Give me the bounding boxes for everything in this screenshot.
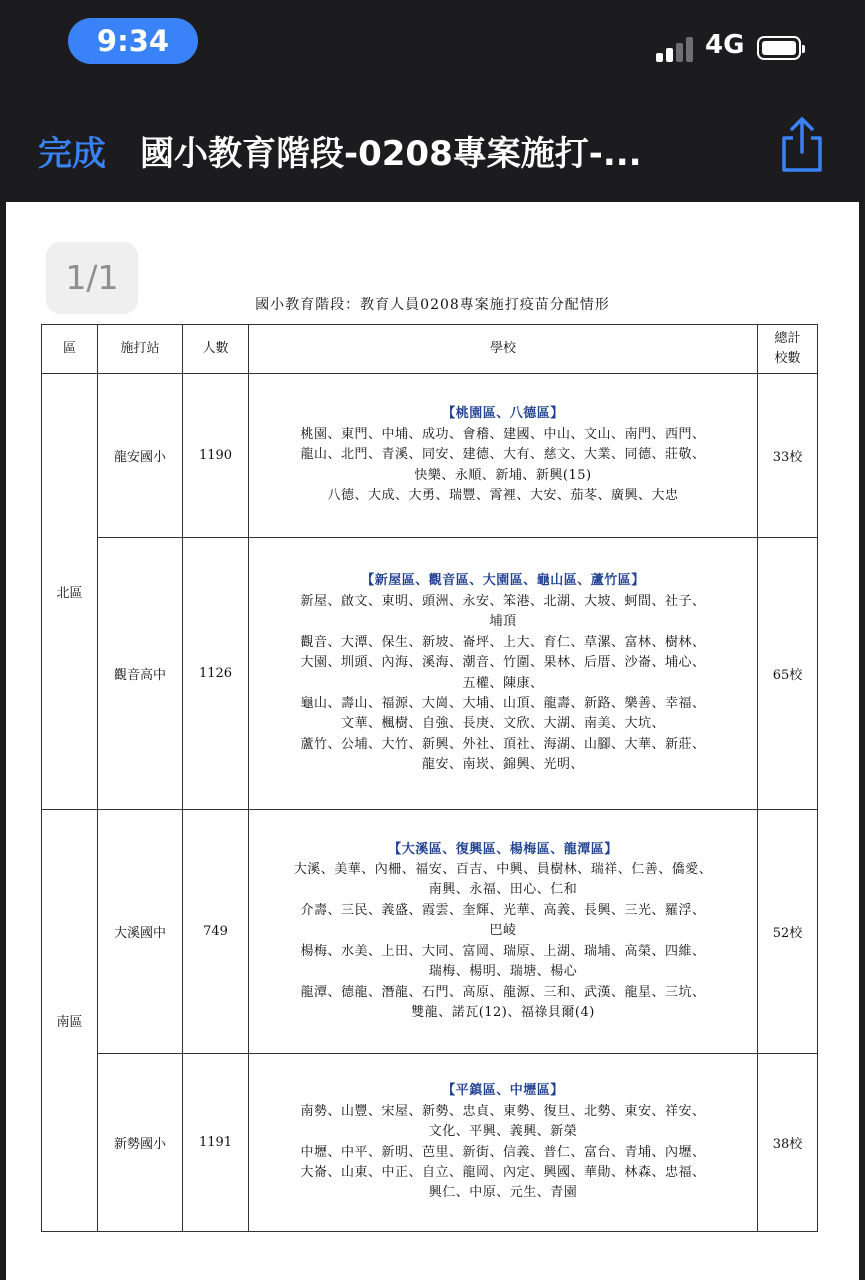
school-line: 龍山、北門、青溪、同安、建德、大有、慈文、大業、同德、莊敬、: [300, 447, 706, 463]
status-time[interactable]: 9:34: [68, 18, 198, 64]
status-bar: [0, 0, 865, 92]
schools-cell: [249, 810, 758, 1054]
column-header-region: 區: [42, 325, 98, 374]
page-indicator: 1/1: [46, 242, 138, 314]
table-row: [42, 1054, 818, 1232]
school-line: 文華、楓樹、自強、長庚、文欣、大湖、南美、大坑、: [340, 716, 665, 732]
region-cell: 南區: [42, 810, 98, 1232]
nav-bar: [0, 92, 865, 200]
network-type: 4G: [705, 30, 745, 60]
school-line: 瑞梅、楊明、瑞塘、楊心: [428, 964, 578, 980]
schools-cell: [249, 1054, 758, 1232]
school-line: 南勢、山豐、宋屋、新勢、忠貞、東勢、復旦、北勢、東安、祥安、: [300, 1103, 706, 1119]
cellular-signal-icon: [656, 36, 696, 62]
count-cell: 1191: [183, 1054, 249, 1232]
table-row: [42, 810, 818, 1054]
table-header-row: [42, 325, 818, 374]
school-line: 龜山、壽山、福源、大崗、大埔、山頂、龍壽、新路、樂善、幸福、: [300, 695, 706, 711]
school-line: 龍安、南崁、錦興、光明、: [421, 757, 584, 773]
document-title: 國小教育階段-0208專案施打-...: [140, 134, 642, 174]
column-header-schools: 學校: [249, 325, 758, 374]
school-line: 八德、大成、大勇、瑞豐、霄裡、大安、茄苳、廣興、大忠: [327, 488, 679, 504]
school-line: 快樂、永順、新埔、新興(15): [414, 467, 592, 483]
school-line: 巴崚: [489, 923, 517, 939]
share-icon[interactable]: [776, 116, 828, 174]
count-cell: 1190: [183, 374, 249, 538]
school-line: 雙龍、諾瓦(12)、福祿貝爾(4): [411, 1004, 595, 1020]
document-heading: 國小教育階段：教育人員0208專案施打疫苗分配情形: [255, 297, 610, 313]
school-line: 大崙、山東、中正、自立、龍岡、內定、興國、華勛、林森、忠福、: [300, 1164, 706, 1180]
school-line: 南興、永福、田心、仁和: [428, 882, 578, 898]
schools-cell: [249, 374, 758, 538]
school-line: 中壢、中平、新明、芭里、新街、信義、普仁、富台、青埔、內壢、: [300, 1144, 706, 1160]
total-cell: 38校: [758, 1054, 818, 1232]
school-line: 楊梅、水美、上田、大同、富岡、瑞原、上湖、瑞埔、高榮、四維、: [300, 943, 706, 959]
count-cell: 749: [183, 810, 249, 1054]
school-line: 埔頂: [489, 614, 517, 630]
total-cell: 65校: [758, 538, 818, 810]
column-header-count: 人數: [183, 325, 249, 374]
column-header-total: 總計校數: [758, 325, 818, 374]
count-cell: 1126: [183, 538, 249, 810]
document-viewer[interactable]: [6, 202, 859, 1280]
table-row: [42, 374, 818, 538]
school-line: 大園、圳頭、內海、溪海、潮音、竹圍、果林、后厝、沙崙、埔心、: [300, 655, 706, 671]
school-line: 新屋、啟文、東明、頭洲、永安、笨港、北湖、大坡、蚵間、社子、: [300, 593, 706, 609]
school-line: 五權、陳康、: [462, 675, 544, 691]
school-line: 文化、平興、義興、新榮: [428, 1124, 578, 1140]
district-heading: 【新屋區、觀音區、大園區、龜山區、蘆竹區】: [361, 573, 645, 589]
district-heading: 【大溪區、復興區、楊梅區、龍潭區】: [388, 841, 618, 857]
school-line: 觀音、大潭、保生、新坡、崙坪、上大、育仁、草漯、富林、樹林、: [300, 634, 706, 650]
site-cell: 龍安國小: [98, 374, 183, 538]
region-cell: 北區: [42, 374, 98, 810]
done-button[interactable]: 完成: [38, 134, 106, 174]
site-cell: 大溪國中: [98, 810, 183, 1054]
column-header-site: 施打站: [98, 325, 183, 374]
table-row: [42, 538, 818, 810]
district-heading: 【桃園區、八德區】: [442, 406, 564, 422]
school-line: 龍潭、德龍、潛龍、石門、高原、龍源、三和、武漢、龍星、三坑、: [300, 984, 706, 1000]
school-line: 桃園、東門、中埔、成功、會稽、建國、中山、文山、南門、西門、: [300, 426, 706, 442]
school-line: 興仁、中原、元生、青園: [428, 1185, 578, 1201]
school-line: 介壽、三民、義盛、霞雲、奎輝、光華、高義、長興、三光、羅浮、: [300, 902, 706, 918]
battery-icon: [757, 36, 801, 60]
district-heading: 【平鎮區、中壢區】: [442, 1083, 564, 1099]
schools-cell: [249, 538, 758, 810]
total-cell: 33校: [758, 374, 818, 538]
site-cell: 觀音高中: [98, 538, 183, 810]
total-cell: 52校: [758, 810, 818, 1054]
allocation-table: [41, 324, 818, 1232]
school-line: 蘆竹、公埔、大竹、新興、外社、頂社、海湖、山腳、大華、新莊、: [300, 736, 706, 752]
school-line: 大溪、美華、內柵、福安、百吉、中興、員樹林、瑞祥、仁善、僑愛、: [293, 862, 713, 878]
site-cell: 新勢國小: [98, 1054, 183, 1232]
